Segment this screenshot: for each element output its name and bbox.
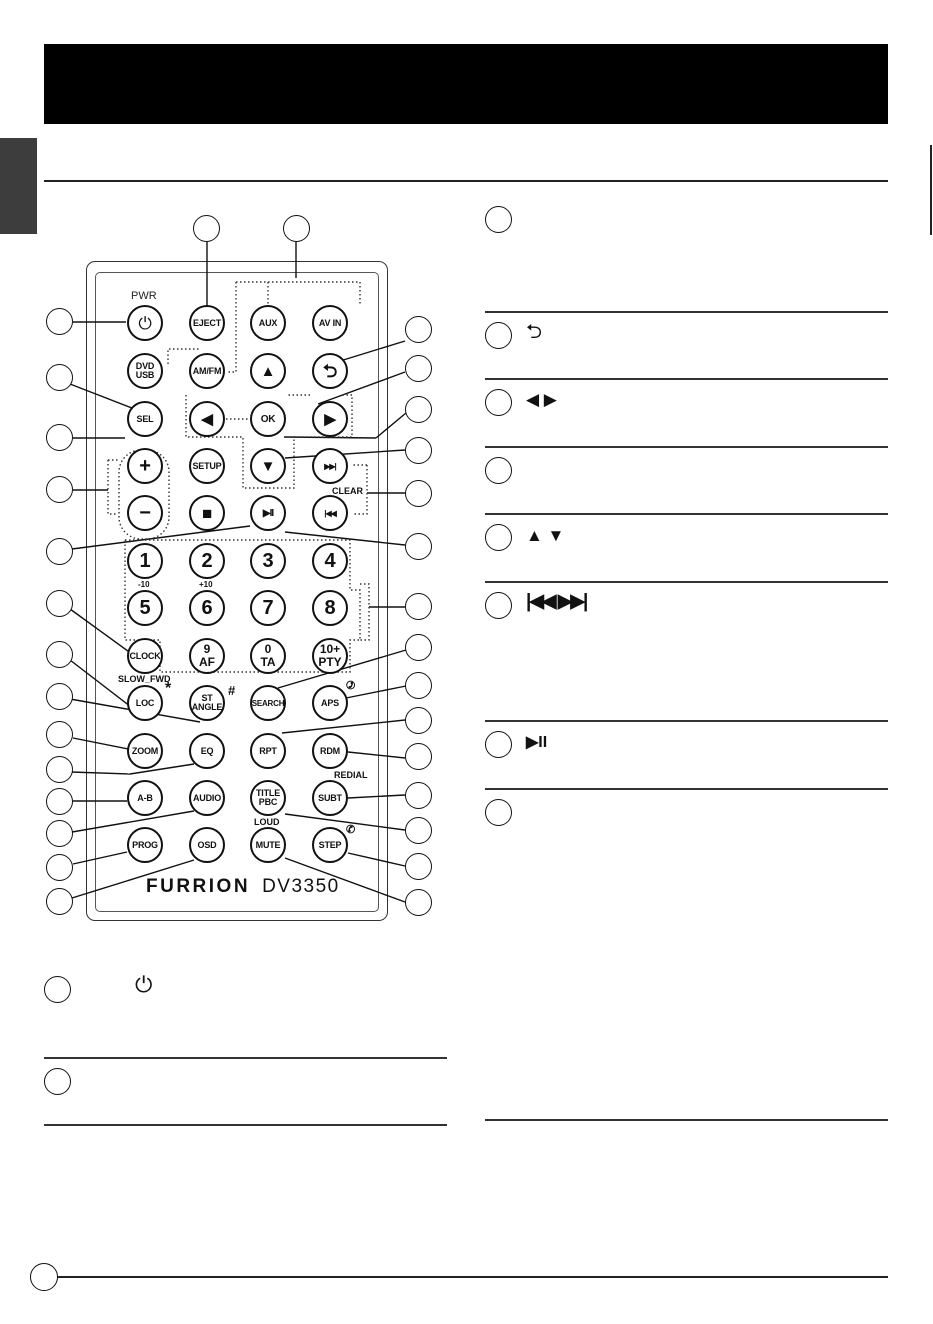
number-7-button[interactable]: 7 — [250, 590, 286, 626]
phone-hangup-icon: ✆ — [346, 678, 356, 690]
subt-button[interactable]: SUBT — [312, 780, 348, 816]
skip-icon: |◀◀ ▶▶| — [526, 591, 587, 612]
callout-marker — [405, 437, 432, 464]
am-fm-button[interactable]: AM/FM — [189, 353, 225, 389]
number-9-af-button[interactable] — [189, 638, 225, 674]
eq-button[interactable]: EQ — [189, 733, 225, 769]
number-1-button[interactable]: 1 — [127, 543, 163, 579]
clear-label: CLEAR — [332, 486, 363, 496]
number-3-button[interactable]: 3 — [250, 543, 286, 579]
pwr-label: PWR — [131, 290, 157, 302]
number-5-button[interactable]: 5 — [127, 590, 163, 626]
callout-marker — [46, 888, 73, 915]
callout-marker — [46, 424, 73, 451]
callout-marker — [193, 215, 220, 242]
play-pause-button[interactable]: ▶II — [250, 495, 286, 531]
callout-marker — [405, 396, 432, 423]
callout-marker — [46, 590, 73, 617]
callout-marker — [405, 533, 432, 560]
eject-button[interactable]: EJECT — [189, 305, 225, 341]
sel-button[interactable]: SEL — [127, 401, 163, 437]
prev-track-button[interactable]: |◀◀ — [312, 495, 348, 531]
callout-marker — [46, 538, 73, 565]
rpt-button[interactable]: RPT — [250, 733, 286, 769]
callout-marker — [405, 889, 432, 916]
play-pause-icon: ▶II — [526, 734, 548, 751]
stop-button[interactable]: ■ — [189, 495, 225, 531]
left-arrow-button[interactable]: ◀ — [189, 401, 225, 437]
return-icon: ⮌ — [526, 321, 543, 343]
angle-label: ANGLE — [191, 702, 223, 712]
loud-label: LOUD — [254, 817, 280, 827]
title-pbc-button[interactable] — [250, 780, 286, 816]
mute-button[interactable]: MUTE — [250, 827, 286, 863]
ok-button[interactable]: OK — [250, 401, 286, 437]
ten-plus-label: 10+ — [319, 642, 341, 656]
up-down-arrows-icon: ▲ ▼ — [526, 526, 565, 545]
callout-marker — [46, 788, 73, 815]
callout-marker — [283, 215, 310, 242]
callout-marker — [405, 316, 432, 343]
callout-marker — [405, 853, 432, 880]
up-arrow-button[interactable]: ▲ — [250, 353, 286, 389]
slow-fwd-label: SLOW_FWD — [118, 674, 171, 684]
number-0-ta-button[interactable] — [250, 638, 286, 674]
rdm-button[interactable]: RDM — [312, 733, 348, 769]
brand-logo — [146, 876, 340, 898]
clock-button[interactable]: CLOCK — [127, 638, 163, 674]
right-arrow-button[interactable]: ▶ — [312, 401, 348, 437]
pbc-label: PBC — [258, 797, 278, 807]
callout-marker — [46, 854, 73, 881]
number-8-button[interactable]: 8 — [312, 590, 348, 626]
st-label: ST — [201, 693, 213, 703]
prog-button[interactable]: PROG — [127, 827, 163, 863]
down-arrow-button[interactable]: ▼ — [250, 448, 286, 484]
a-b-button[interactable]: A-B — [127, 780, 163, 816]
left-right-arrows-icon: ◀ ▶ — [526, 390, 557, 409]
callout-marker — [46, 476, 73, 503]
ta-label: TA — [260, 655, 276, 669]
search-button[interactable]: SEARCH — [250, 685, 286, 721]
brand-name: FURRION — [146, 876, 251, 897]
power-icon: ⏻ — [135, 972, 153, 997]
ten-plus-pty-button[interactable] — [312, 638, 348, 674]
callout-marker — [46, 756, 73, 783]
callout-marker — [405, 593, 432, 620]
return-button[interactable]: ⮌ — [312, 353, 348, 389]
callout-marker — [46, 641, 73, 668]
zoom-button[interactable]: ZOOM — [127, 733, 163, 769]
dvd-usb-label-bottom: USB — [135, 370, 155, 380]
af-label: AF — [199, 655, 215, 669]
title-label: TITLE — [256, 788, 280, 798]
number-9-label: 9 — [203, 642, 211, 656]
callout-marker — [46, 308, 73, 335]
dvd-usb-label-top: DVD — [135, 361, 155, 371]
callout-marker — [405, 743, 432, 770]
callout-marker — [46, 820, 73, 847]
callout-marker — [405, 672, 432, 699]
aps-button[interactable]: APS — [312, 685, 348, 721]
callout-marker — [46, 683, 73, 710]
audio-button[interactable]: AUDIO — [189, 780, 225, 816]
next-track-button[interactable]: ▶▶| — [312, 448, 348, 484]
callout-marker — [405, 707, 432, 734]
number-6-button[interactable]: 6 — [189, 590, 225, 626]
callout-marker — [405, 480, 432, 507]
phone-call-icon: ✆ — [346, 824, 356, 836]
plus10-label: +10 — [199, 580, 213, 589]
volume-up-button[interactable]: + — [127, 448, 163, 484]
redial-label: REDIAL — [334, 770, 368, 780]
callout-marker — [46, 364, 73, 391]
pty-label: PTY — [318, 655, 342, 669]
model-name: DV3350 — [262, 876, 340, 897]
aux-button[interactable]: AUX — [250, 305, 286, 341]
callout-marker — [405, 634, 432, 661]
volume-down-button[interactable]: − — [127, 495, 163, 531]
loc-button[interactable]: LOC — [127, 685, 163, 721]
number-4-button[interactable]: 4 — [312, 543, 348, 579]
minus10-label: -10 — [138, 580, 150, 589]
number-0-label: 0 — [264, 642, 272, 656]
hash-label: # — [228, 683, 236, 698]
callout-marker — [405, 817, 432, 844]
step-button[interactable]: STEP — [312, 827, 348, 863]
power-button[interactable]: ⏻ — [127, 305, 163, 341]
osd-button[interactable]: OSD — [189, 827, 225, 863]
dvd-usb-button[interactable] — [127, 353, 163, 389]
av-in-button[interactable]: AV IN — [312, 305, 348, 341]
st-angle-button[interactable] — [189, 685, 225, 721]
callout-marker — [405, 355, 432, 382]
callout-marker — [46, 721, 73, 748]
number-2-button[interactable]: 2 — [189, 543, 225, 579]
callout-marker — [405, 782, 432, 809]
star-label: * — [165, 680, 172, 697]
setup-button[interactable]: SETUP — [189, 448, 225, 484]
